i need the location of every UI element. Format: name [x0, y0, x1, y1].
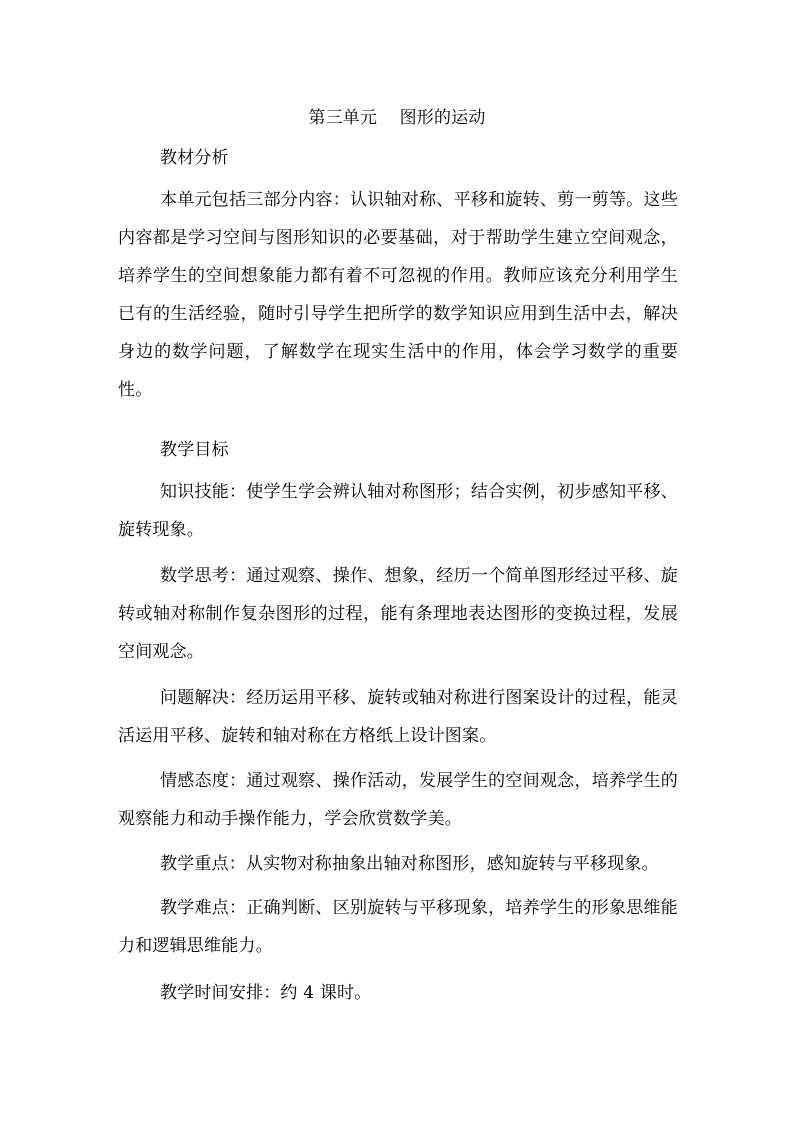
- paragraph-material-analysis: 本单元包括三部分内容：认识轴对称、平移和旋转、剪一剪等。这些内容都是学习空间与图形知识的必要基础，对于帮助学生建立空间观念，培养学生的空间想象能力都有着不可忽视的作用。教师应该充分利用学生已有的生活经验，随时引导学生把所学的数学知识应用到生活中去，解决身边的数学问题，了解数学在现实生活中的作用，体会学习数学的重要性。: [118, 190, 678, 400]
- heading-material-analysis: 教材分析: [160, 148, 229, 168]
- paragraph-math-thinking: 数学思考：通过观察、操作、想象，经历一个简单图形经过平移、旋转或轴对称制作复杂图形的过程，能有条理地表达图形的变换过程，发展空间观念。: [118, 566, 678, 662]
- paragraph-key-point: 教学重点：从实物对称抽象出轴对称图形，感知旋转与平移现象。: [160, 854, 659, 874]
- paragraph-difficulty: 教学难点：正确判断、区别旋转与平移现象，培养学生的形象思维能力和逻辑思维能力。: [118, 898, 678, 956]
- heading-teaching-goals: 教学目标: [160, 440, 229, 460]
- paragraph-time: 教学时间安排：约 4 课时。: [160, 983, 372, 1003]
- paragraph-emotion-attitude: 情感态度：通过观察、操作活动，发展学生的空间观念，培养学生的观察能力和动手操作能力，学会欣赏数学美。: [118, 771, 678, 829]
- document-title: 第三单元 图形的运动: [308, 108, 486, 128]
- paragraph-problem-solving: 问题解决：经历运用平移、旋转或轴对称进行图案设计的过程，能灵活运用平移、旋转和轴对称在方格纸上设计图案。: [118, 688, 678, 746]
- paragraph-knowledge-skills: 知识技能：使学生学会辨认轴对称图形；结合实例，初步感知平移、旋转现象。: [118, 482, 678, 540]
